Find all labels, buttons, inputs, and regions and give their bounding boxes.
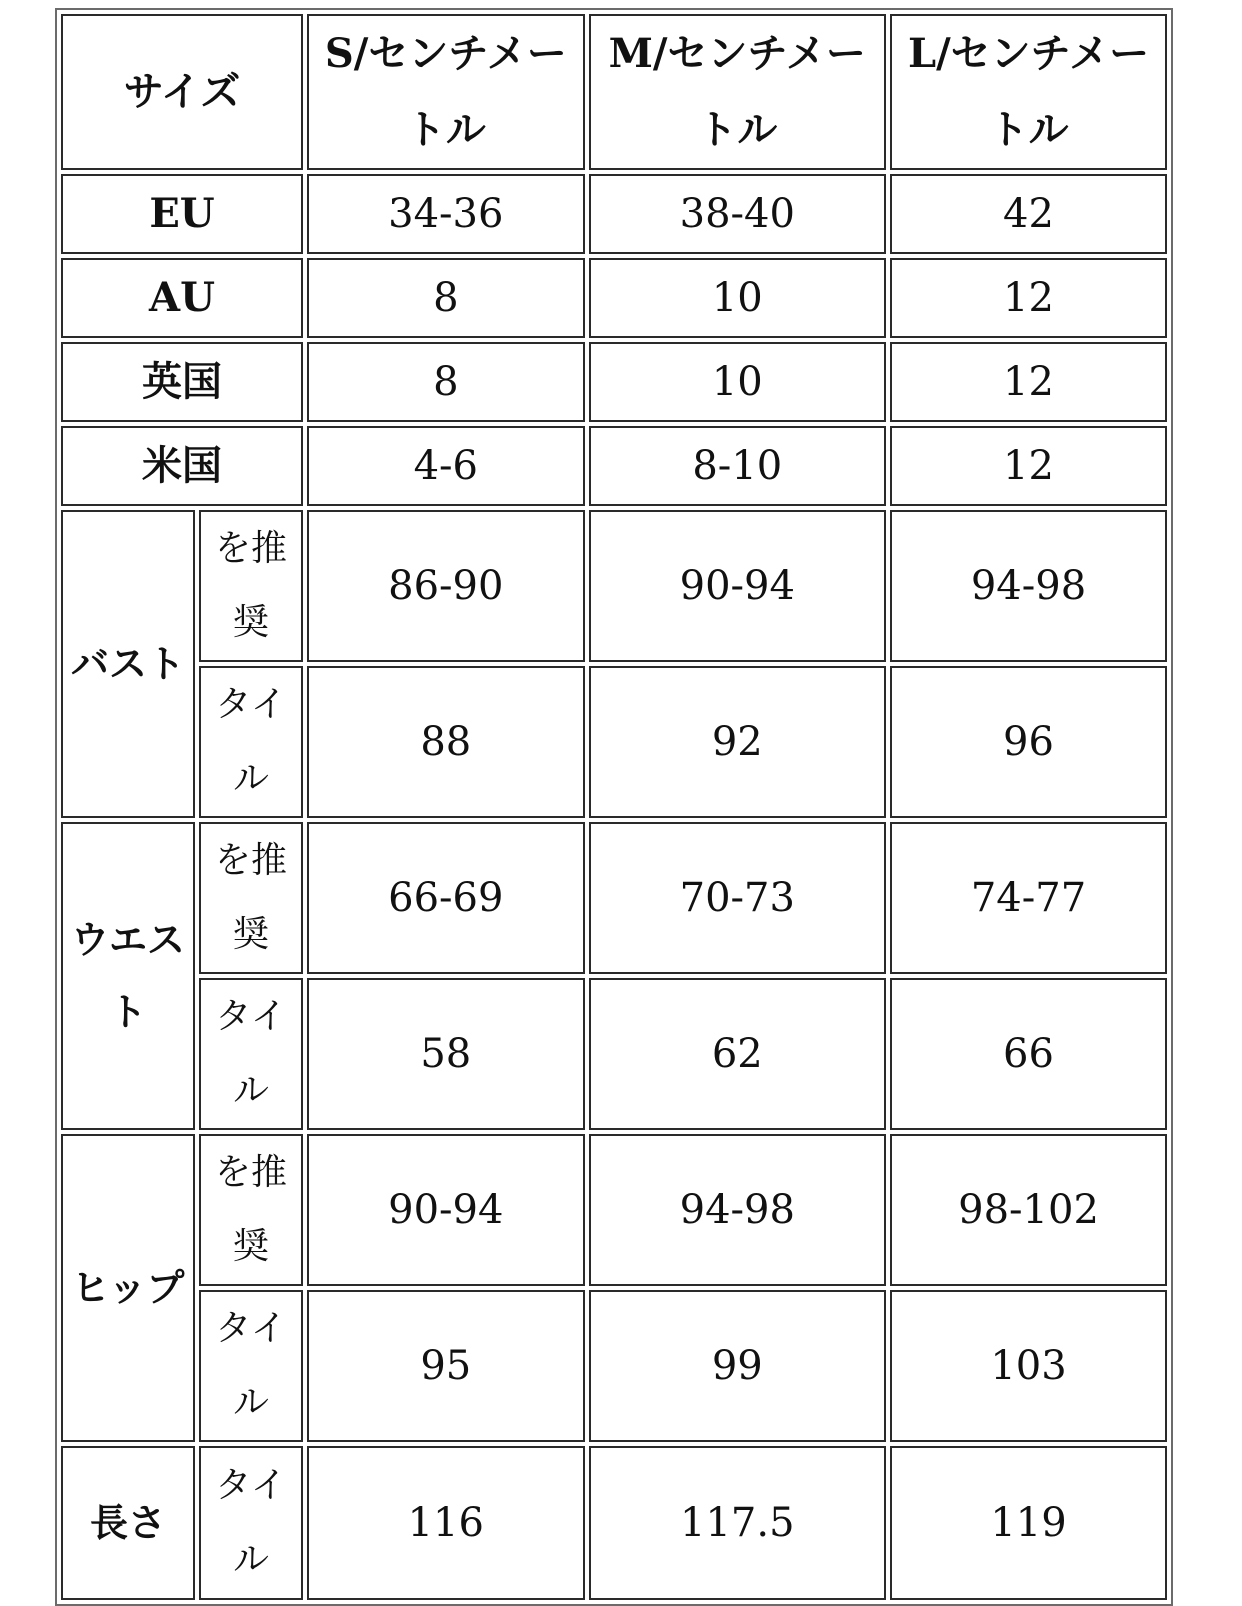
cell-m: 117.5 <box>589 1446 886 1600</box>
sub-label-recommended: を推奨 <box>199 510 303 662</box>
group-label-bust: バスト <box>61 510 195 818</box>
cell-s: 34-36 <box>307 174 585 254</box>
row-eu <box>61 174 1167 254</box>
cell-l: 96 <box>890 666 1167 818</box>
cell-m: 38-40 <box>589 174 886 254</box>
cell-s: 8 <box>307 342 585 422</box>
sub-label-recommended: を推奨 <box>199 822 303 974</box>
cell-m: 8-10 <box>589 426 886 506</box>
cell-l: 103 <box>890 1290 1167 1442</box>
cell-m: 10 <box>589 258 886 338</box>
cell-m: 62 <box>589 978 886 1130</box>
cell-s: 8 <box>307 258 585 338</box>
row-us <box>61 426 1167 506</box>
header-m: M/センチメートル <box>589 14 886 170</box>
size-chart-table <box>55 8 1173 1606</box>
row-label: EU <box>61 174 303 254</box>
cell-s: 4-6 <box>307 426 585 506</box>
row-hip-tile <box>61 1290 1167 1442</box>
cell-m: 70-73 <box>589 822 886 974</box>
cell-l: 12 <box>890 342 1167 422</box>
header-size: サイズ <box>61 14 303 170</box>
cell-m: 90-94 <box>589 510 886 662</box>
row-hip-recommended <box>61 1134 1167 1286</box>
cell-l: 12 <box>890 258 1167 338</box>
cell-m: 99 <box>589 1290 886 1442</box>
cell-s: 58 <box>307 978 585 1130</box>
group-label-length: 長さ <box>61 1446 195 1600</box>
cell-s: 88 <box>307 666 585 818</box>
cell-l: 66 <box>890 978 1167 1130</box>
cell-m: 92 <box>589 666 886 818</box>
cell-m: 10 <box>589 342 886 422</box>
row-length-tile <box>61 1446 1167 1600</box>
row-bust-tile <box>61 666 1167 818</box>
sub-label-tile: タイル <box>199 1446 303 1600</box>
cell-s: 86-90 <box>307 510 585 662</box>
cell-m: 94-98 <box>589 1134 886 1286</box>
group-label-waist: ウエスト <box>61 822 195 1130</box>
cell-l: 119 <box>890 1446 1167 1600</box>
cell-s: 95 <box>307 1290 585 1442</box>
cell-l: 98-102 <box>890 1134 1167 1286</box>
sub-label-recommended: を推奨 <box>199 1134 303 1286</box>
header-s: S/センチメートル <box>307 14 585 170</box>
row-bust-recommended <box>61 510 1167 662</box>
cell-s: 116 <box>307 1446 585 1600</box>
cell-l: 94-98 <box>890 510 1167 662</box>
row-au <box>61 258 1167 338</box>
cell-l: 42 <box>890 174 1167 254</box>
group-label-hip: ヒップ <box>61 1134 195 1442</box>
row-waist-recommended <box>61 822 1167 974</box>
header-l: L/センチメートル <box>890 14 1167 170</box>
cell-s: 90-94 <box>307 1134 585 1286</box>
row-label: AU <box>61 258 303 338</box>
sub-label-tile: タイル <box>199 666 303 818</box>
cell-s: 66-69 <box>307 822 585 974</box>
row-waist-tile <box>61 978 1167 1130</box>
row-uk <box>61 342 1167 422</box>
row-label: 米国 <box>61 426 303 506</box>
row-label: 英国 <box>61 342 303 422</box>
sub-label-tile: タイル <box>199 1290 303 1442</box>
header-row <box>61 14 1167 170</box>
cell-l: 12 <box>890 426 1167 506</box>
cell-l: 74-77 <box>890 822 1167 974</box>
sub-label-tile: タイル <box>199 978 303 1130</box>
